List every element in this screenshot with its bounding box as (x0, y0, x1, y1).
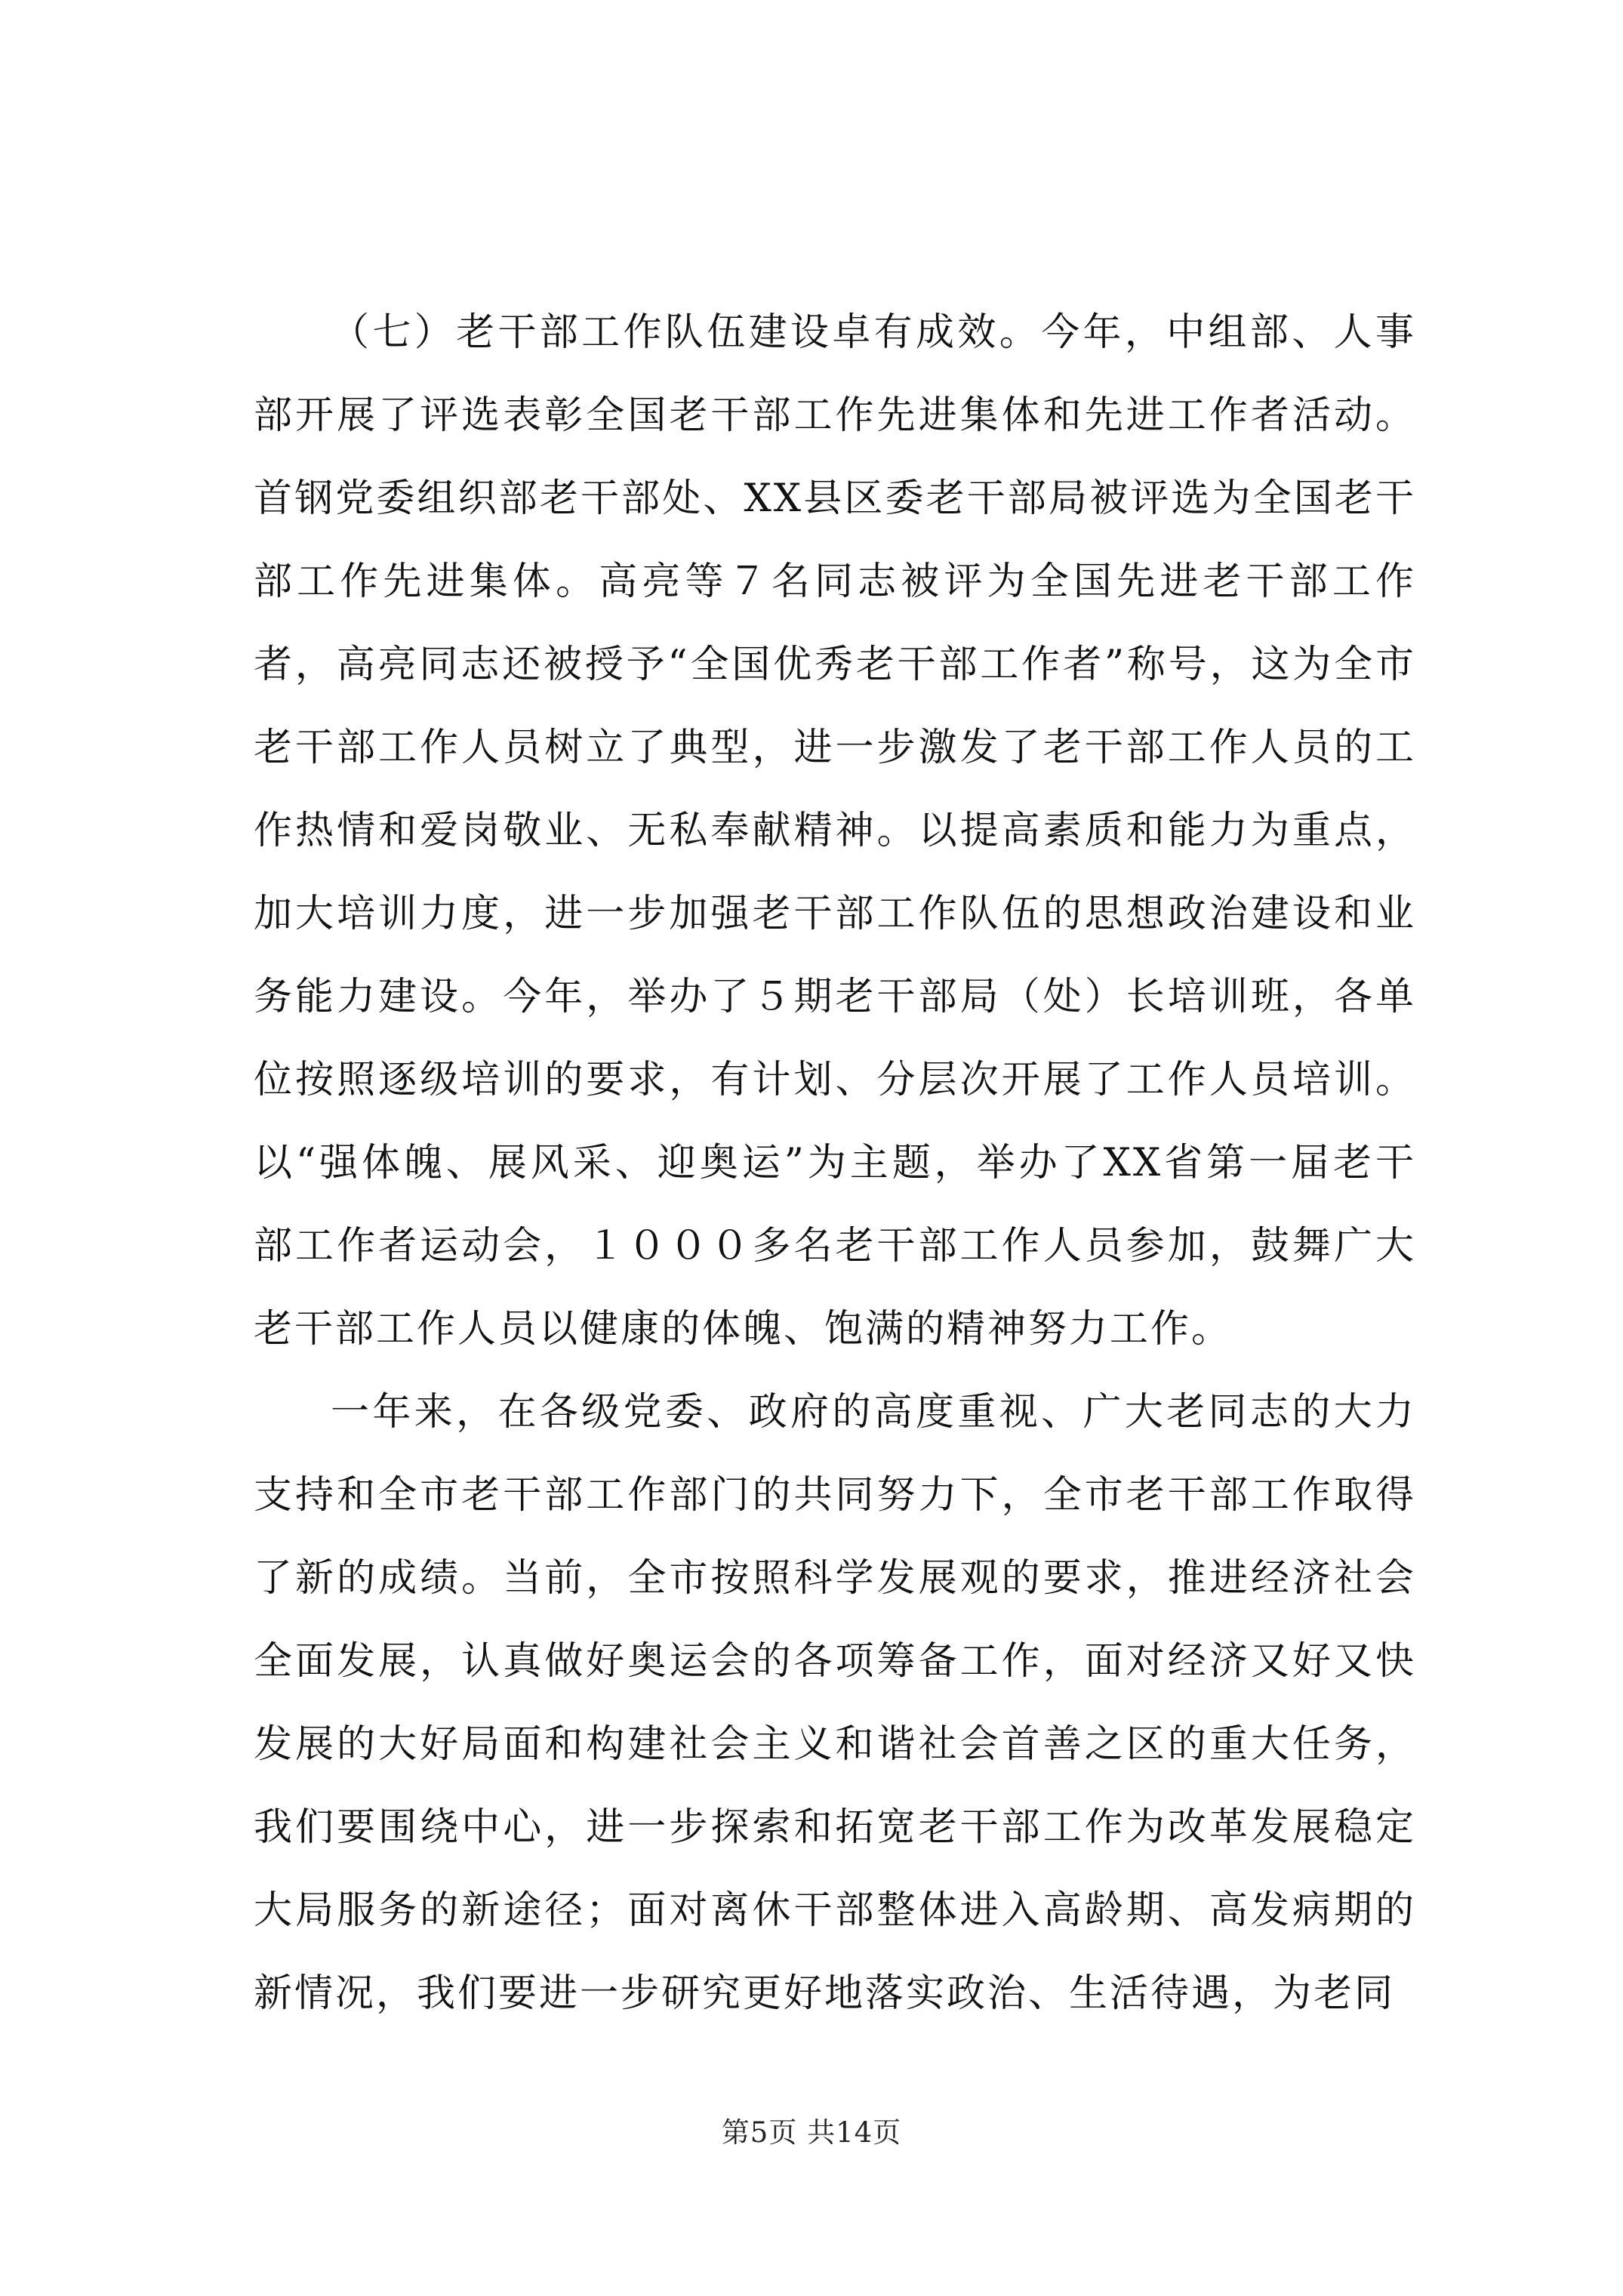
paragraph-1: （七）老干部工作队伍建设卓有成效。今年，中组部、人事部开展了评选表彰全国老干部工作先进集体和先进工作者活动。首钢党委组织部老干部处、XX县区委老干部局被评选为全国老干部工作先进集体。高亮等７名同志被评为全国先进老干部工作者，高亮同志还被授予“全国优秀老干部工作者”称号，这为全市老干部工作人员树立了典型，进一步激发了老干部工作人员的工作热情和爱岗敬业、无私奉献精神。以提高素质和能力为重点，加大培训力度，进一步加强老干部工作队伍的思想政治建设和业务能力建设。今年，举办了５期老干部局（处）长培训班，各单位按照逐级培训的要求，有计划、分层次开展了工作人员培训。以“强体魄、展风采、迎奥运”为主题，举办了XX省第一届老干部工作者运动会，１０００多名老干部工作人员参加，鼓舞广大老干部工作人员以健康的体魄、饱满的精神努力工作。 (254, 310, 1416, 1351)
page-number-footer: 第5页 共14页 (721, 2116, 902, 2149)
paragraph-2: 一年来，在各级党委、政府的高度重视、广大老同志的大力支持和全市老干部工作部门的共同努力下，全市老干部工作取得了新的成绩。当前，全市按照科学发展观的要求，推进经济社会全面发展，认真做好奥运会的各项筹备工作，面对经济又好又快发展的大好局面和构建社会主义和谐社会首善之区的重大任务，我们要围绕中心，进一步探索和拓宽老干部工作为改革发展稳定大局服务的新途径；面对离休干部整体进入高龄期、高发病期的新情况，我们要进一步研究更好地落实政治、生活待遇，为老同 (254, 1390, 1416, 2016)
document-body (254, 291, 1416, 2036)
